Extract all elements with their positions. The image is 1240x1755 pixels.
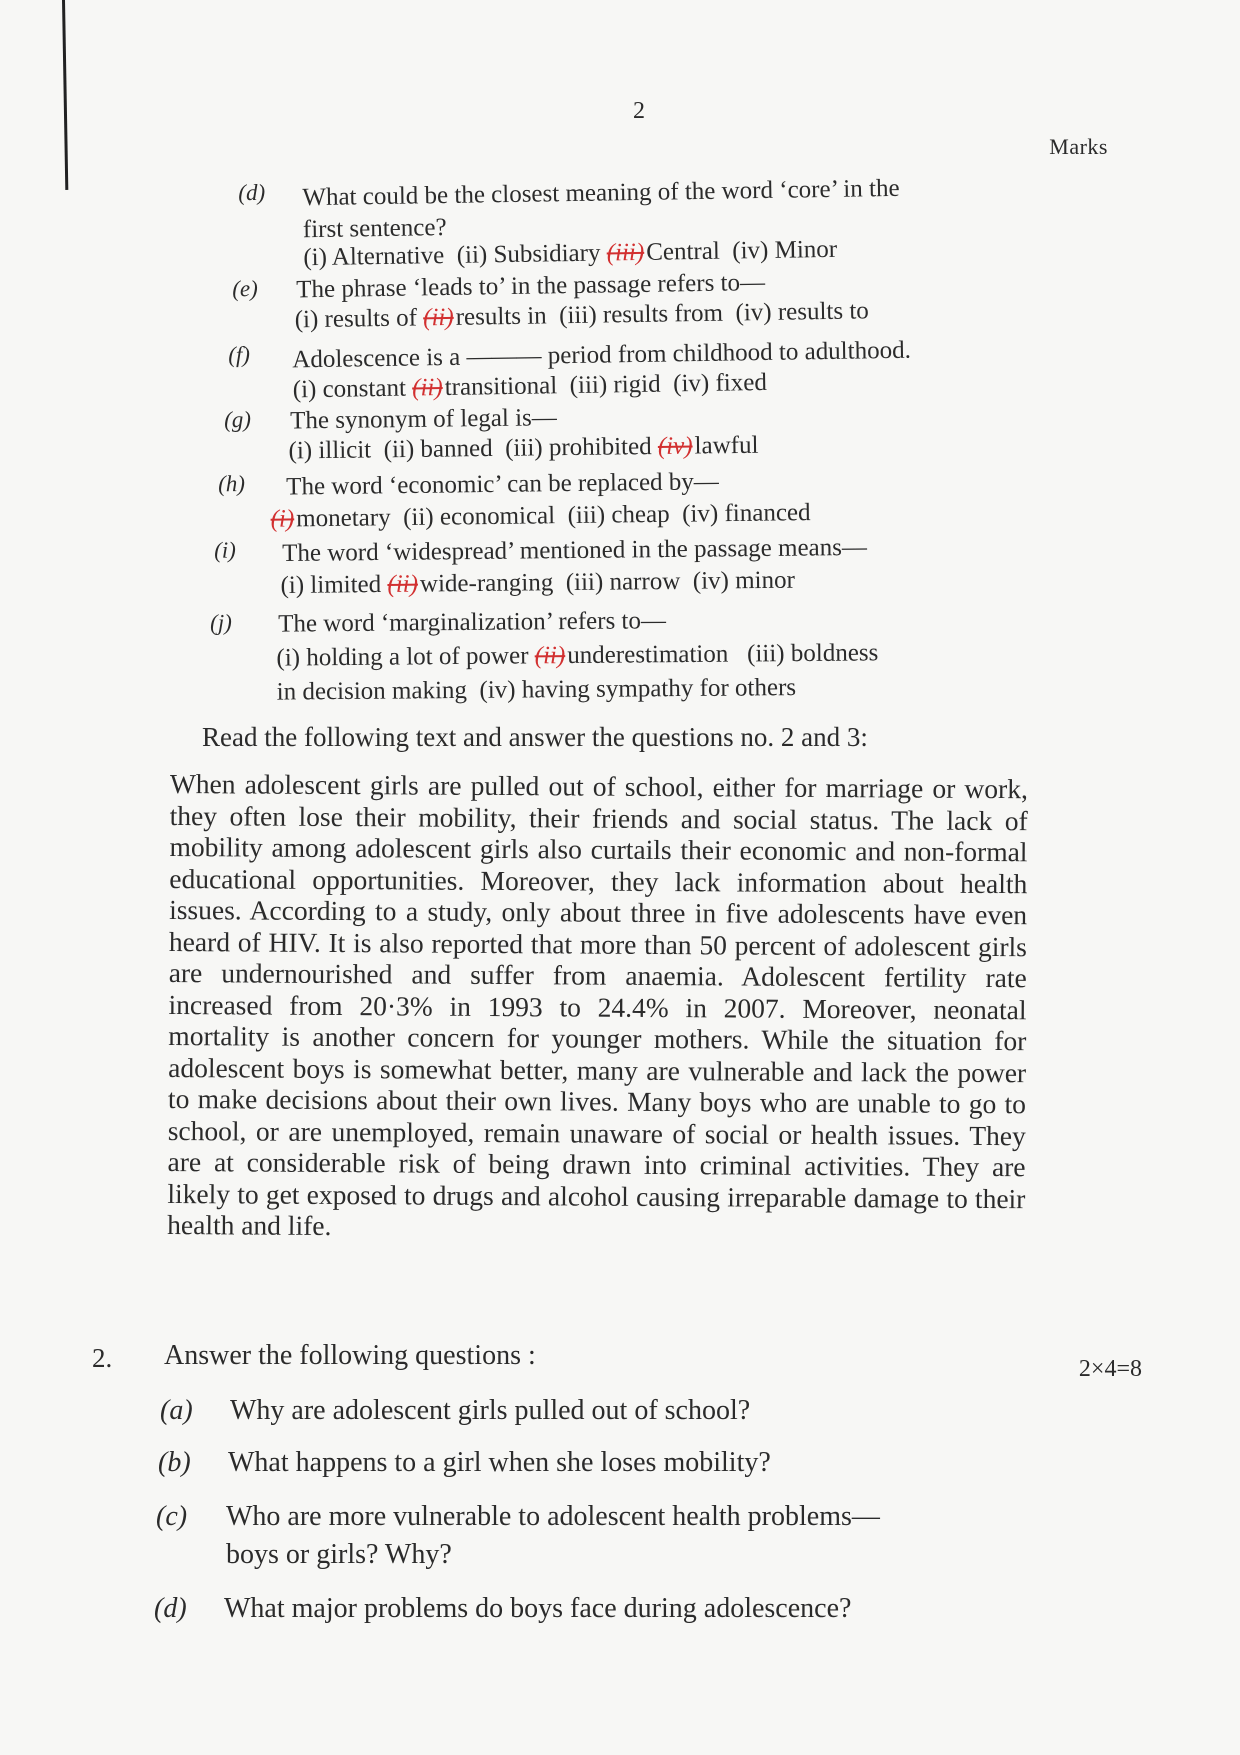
mcq-label: (f): [228, 342, 251, 368]
mcq-options: [276, 638, 878, 673]
option-ii: transitional: [444, 372, 558, 402]
option-iv: (iv) fixed: [672, 368, 768, 398]
sub-question-text: Why are adolescent girls pulled out of school?: [230, 1395, 751, 1426]
option-i: (i) holding a lot of power: [276, 642, 529, 672]
answer-tick-mark: (iii): [606, 238, 645, 267]
sub-question-label: (d): [154, 1593, 187, 1624]
reading-passage: When adolescent girls are pulled out of school, either for marriage or work, they often lose their mobility, their friends and social status. The lack of mobility among adolescent girls also curtails their economic and non-formal educational opportunities. Moreover, they lack information about health issues. According to a study, only about three in five adolescents have even heard of HIV. It is also reported that more than 50 percent of adolescent girls are undernourished and suffer from anaemia. Adolescent fertility rate increased from 20·3% in 1993 to 24.4% in 2007. Moreover, neonatal mortality is another concern for younger mothers. While the situation for adolescent boys is somewhat better, many are vulnerable and lack the power to make decisions about their own lives. Many boys who are unable to go to school, or are unemployed, remain unaware of social or health issues. They are at considerable risk of being drawn into criminal activities. They are likely to get exposed to drugs and alcohol causing irreparable damage to their health and life.: [167, 768, 1028, 1241]
mcq-question: The synonym of legal is—: [290, 404, 557, 435]
mcq-options: [270, 498, 810, 535]
option-ii: underestimation: [567, 640, 729, 670]
question-marks: 2×4=8: [1078, 1356, 1142, 1382]
option-i: (i) constant: [292, 374, 407, 404]
option-iii-cont: in decision making: [276, 676, 468, 706]
question-heading: Answer the following questions :: [164, 1340, 536, 1371]
mcq-label: (h): [218, 471, 246, 497]
mcq-label: (j): [210, 609, 232, 636]
option-i: monetary: [296, 504, 391, 533]
answer-tick-mark: (i): [270, 505, 295, 533]
mcq-question: The word ‘widespread’ mentioned in the passage means—: [282, 533, 868, 568]
option-iii: (iii) cheap: [567, 500, 670, 530]
option-i: (i) results of: [294, 304, 418, 334]
answer-tick-mark: (ii): [411, 374, 443, 402]
option-ii: (ii) Subsidiary: [456, 239, 601, 269]
mcq-options: [288, 431, 758, 467]
mcq-label: (i): [214, 537, 236, 563]
sub-question-label: (b): [158, 1447, 191, 1478]
mcq-question: What could be the closest meaning of the word ‘core’ in the: [302, 174, 900, 212]
page-number: 2: [633, 98, 645, 124]
option-ii: (ii) banned: [383, 434, 493, 464]
sub-question-label: (a): [160, 1395, 193, 1426]
mcq-question: The word ‘marginalization’ refers to—: [278, 607, 667, 638]
margin-pen-line: [62, 0, 68, 190]
option-iii: (iii) results from: [558, 299, 724, 330]
answer-tick-mark: (ii): [387, 570, 419, 598]
passage-instruction: Read the following text and answer the questions no. 2 and 3:: [202, 722, 868, 752]
option-i: (i) limited: [280, 571, 382, 600]
mcq-options: [293, 368, 768, 405]
mcq-label: (g): [224, 406, 252, 433]
option-ii: results in: [455, 302, 547, 331]
mcq-question-cont: first sentence?: [302, 213, 447, 244]
option-iii: (iii) narrow: [565, 567, 681, 597]
option-iii: (iii) prohibited: [504, 433, 652, 462]
answer-tick-mark: (ii): [422, 303, 454, 332]
mcq-question: The phrase ‘leads to’ in the passage refers to—: [296, 268, 766, 304]
option-i: (i) Alternative: [303, 242, 445, 272]
mcq-options-cont: [277, 673, 797, 708]
mcq-question: The word ‘economic’ can be replaced by—: [286, 468, 720, 501]
option-iv: (iv) results to: [735, 297, 870, 327]
question-number: 2.: [92, 1343, 113, 1373]
sub-question-text-cont: boys or girls? Why?: [226, 1539, 452, 1570]
marks-header: Marks: [1049, 134, 1108, 159]
mcq-label: (e): [232, 275, 258, 302]
option-iv: (iv) Minor: [732, 235, 838, 265]
sub-question-text: Who are more vulnerable to adolescent health problems—: [226, 1501, 880, 1532]
mcq-options: [280, 566, 795, 601]
sub-question-text: What happens to a girl when she loses mobility?: [228, 1447, 771, 1478]
option-iv: lawful: [694, 431, 759, 460]
mcq-question: Adolescence is a ——— period from childhood to adulthood.: [292, 336, 912, 374]
option-ii: wide-ranging: [419, 569, 554, 598]
option-iv: (iv) financed: [681, 499, 811, 528]
answer-tick-mark: (ii): [534, 642, 566, 670]
option-iii: (iii) boldness: [746, 639, 879, 668]
option-iv: (iv) minor: [692, 566, 796, 595]
sub-question-label: (c): [156, 1501, 188, 1532]
mcq-label: (d): [238, 179, 266, 206]
answer-tick-mark: (iv): [657, 432, 693, 460]
option-iii: Central: [645, 237, 720, 266]
option-iv: (iv) having sympathy for others: [479, 674, 797, 704]
sub-question-text: What major problems do boys face during adolescence?: [224, 1593, 852, 1624]
option-iii: (iii) rigid: [569, 370, 661, 400]
option-ii: (ii) economical: [402, 502, 556, 532]
option-i: (i) illicit: [288, 436, 372, 465]
